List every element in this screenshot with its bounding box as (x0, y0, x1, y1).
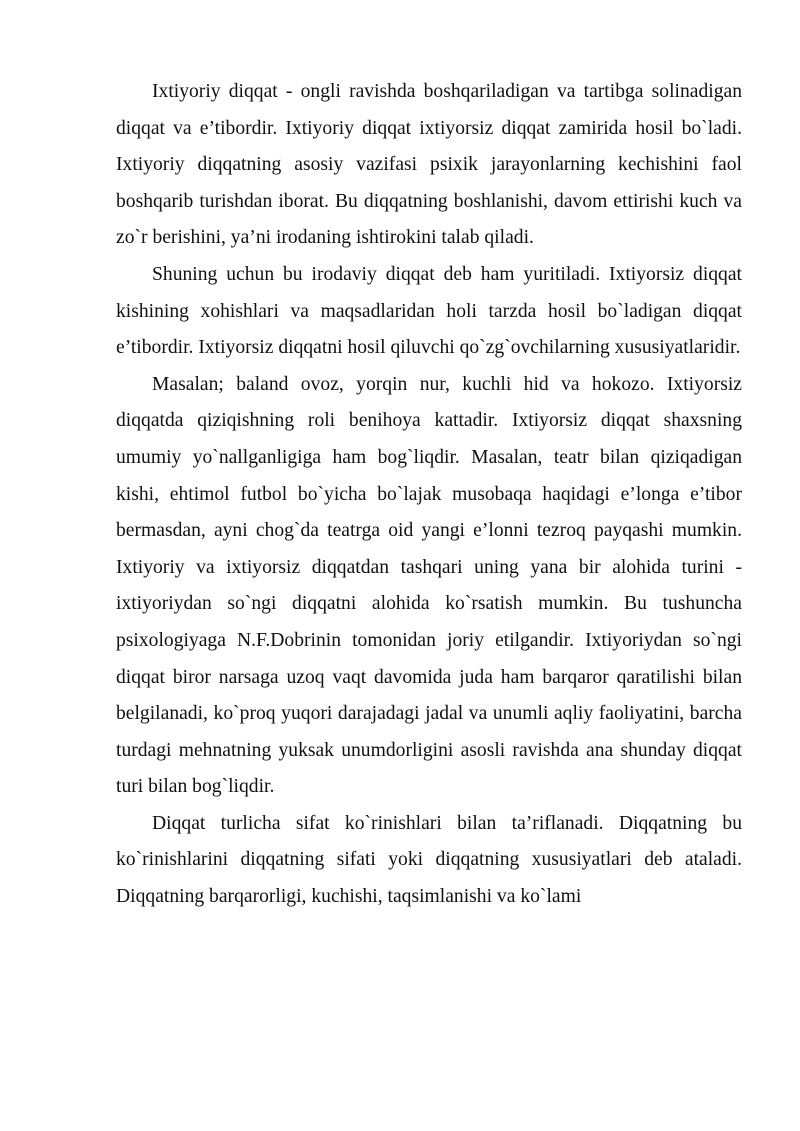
document-page (116, 74, 742, 916)
paragraph: Diqqat turlicha sifat ko`rinishlari bilan ta’riflanadi. Diqqatning bu ko`rinishlarini diqqatning sifati yoki diqqatning xususiyatlari deb ataladi. Diqqatning barqarorligi, kuchishi, taqsimlanishi va ko`lami (116, 812, 742, 908)
paragraph: Ixtiyoriy diqqat - ongli ravishda boshqariladigan va tartibga solinadigan diqqat va e’tibordir. Ixtiyoriy diqqat ixtiyorsiz diqqat zamirida hosil bo`ladi. Ixtiyoriy diqqatning asosiy vazifasi psixik jarayonlarning kechishini faol boshqarib turishdan iborat. Bu diqqatning boshlanishi, davom ettirishi kuch va zo`r berishini, ya’ni irodaning ishtirokini talab qiladi. (116, 81, 742, 249)
paragraph: Masalan; baland ovoz, yorqin nur, kuchli hid va hokozo. Ixtiyorsiz diqqatda qiziqishning roli benihoya kattadir. Ixtiyorsiz diqqat shaxsning umumiy yo`nallganligiga ham bog`liqdir. Masalan, teatr bilan qiziqadigan kishi, ehtimol futbol bo`yicha bo`lajak musobaqa haqidagi e’longa e’tibor bermasdan, ayni chog`da teatrga oid yangi e’lonni tezroq payqashi mumkin. Ixtiyoriy va ixtiyorsiz diqqatdan tashqari uning yana bir alohida turini - ixtiyoriydan so`ngi diqqatni alohida ko`rsatish mumkin. Bu tushuncha psixologiyaga N.F.Dobrinin tomonidan joriy etilgandir. Ixtiyoriydan so`ngi diqqat biror narsaga uzoq vaqt davomida juda ham barqaror qaratilishi bilan belgilanadi, ko`proq yuqori darajadagi jadal va unumli aqliy faoliyatini, barcha turdagi mehnatning yuksak unumdorligini asosli ravishda ana shunday diqqat turi bilan bog`liqdir. (116, 373, 742, 798)
paragraph: Shuning uchun bu irodaviy diqqat deb ham yuritiladi. Ixtiyorsiz diqqat kishining xohishlari va maqsadlaridan holi tarzda hosil bo`ladigan diqqat e’tibordir. Ixtiyorsiz diqqatni hosil qiluvchi qo`zg`ovchilarning xususiyatlaridir. (116, 263, 742, 359)
